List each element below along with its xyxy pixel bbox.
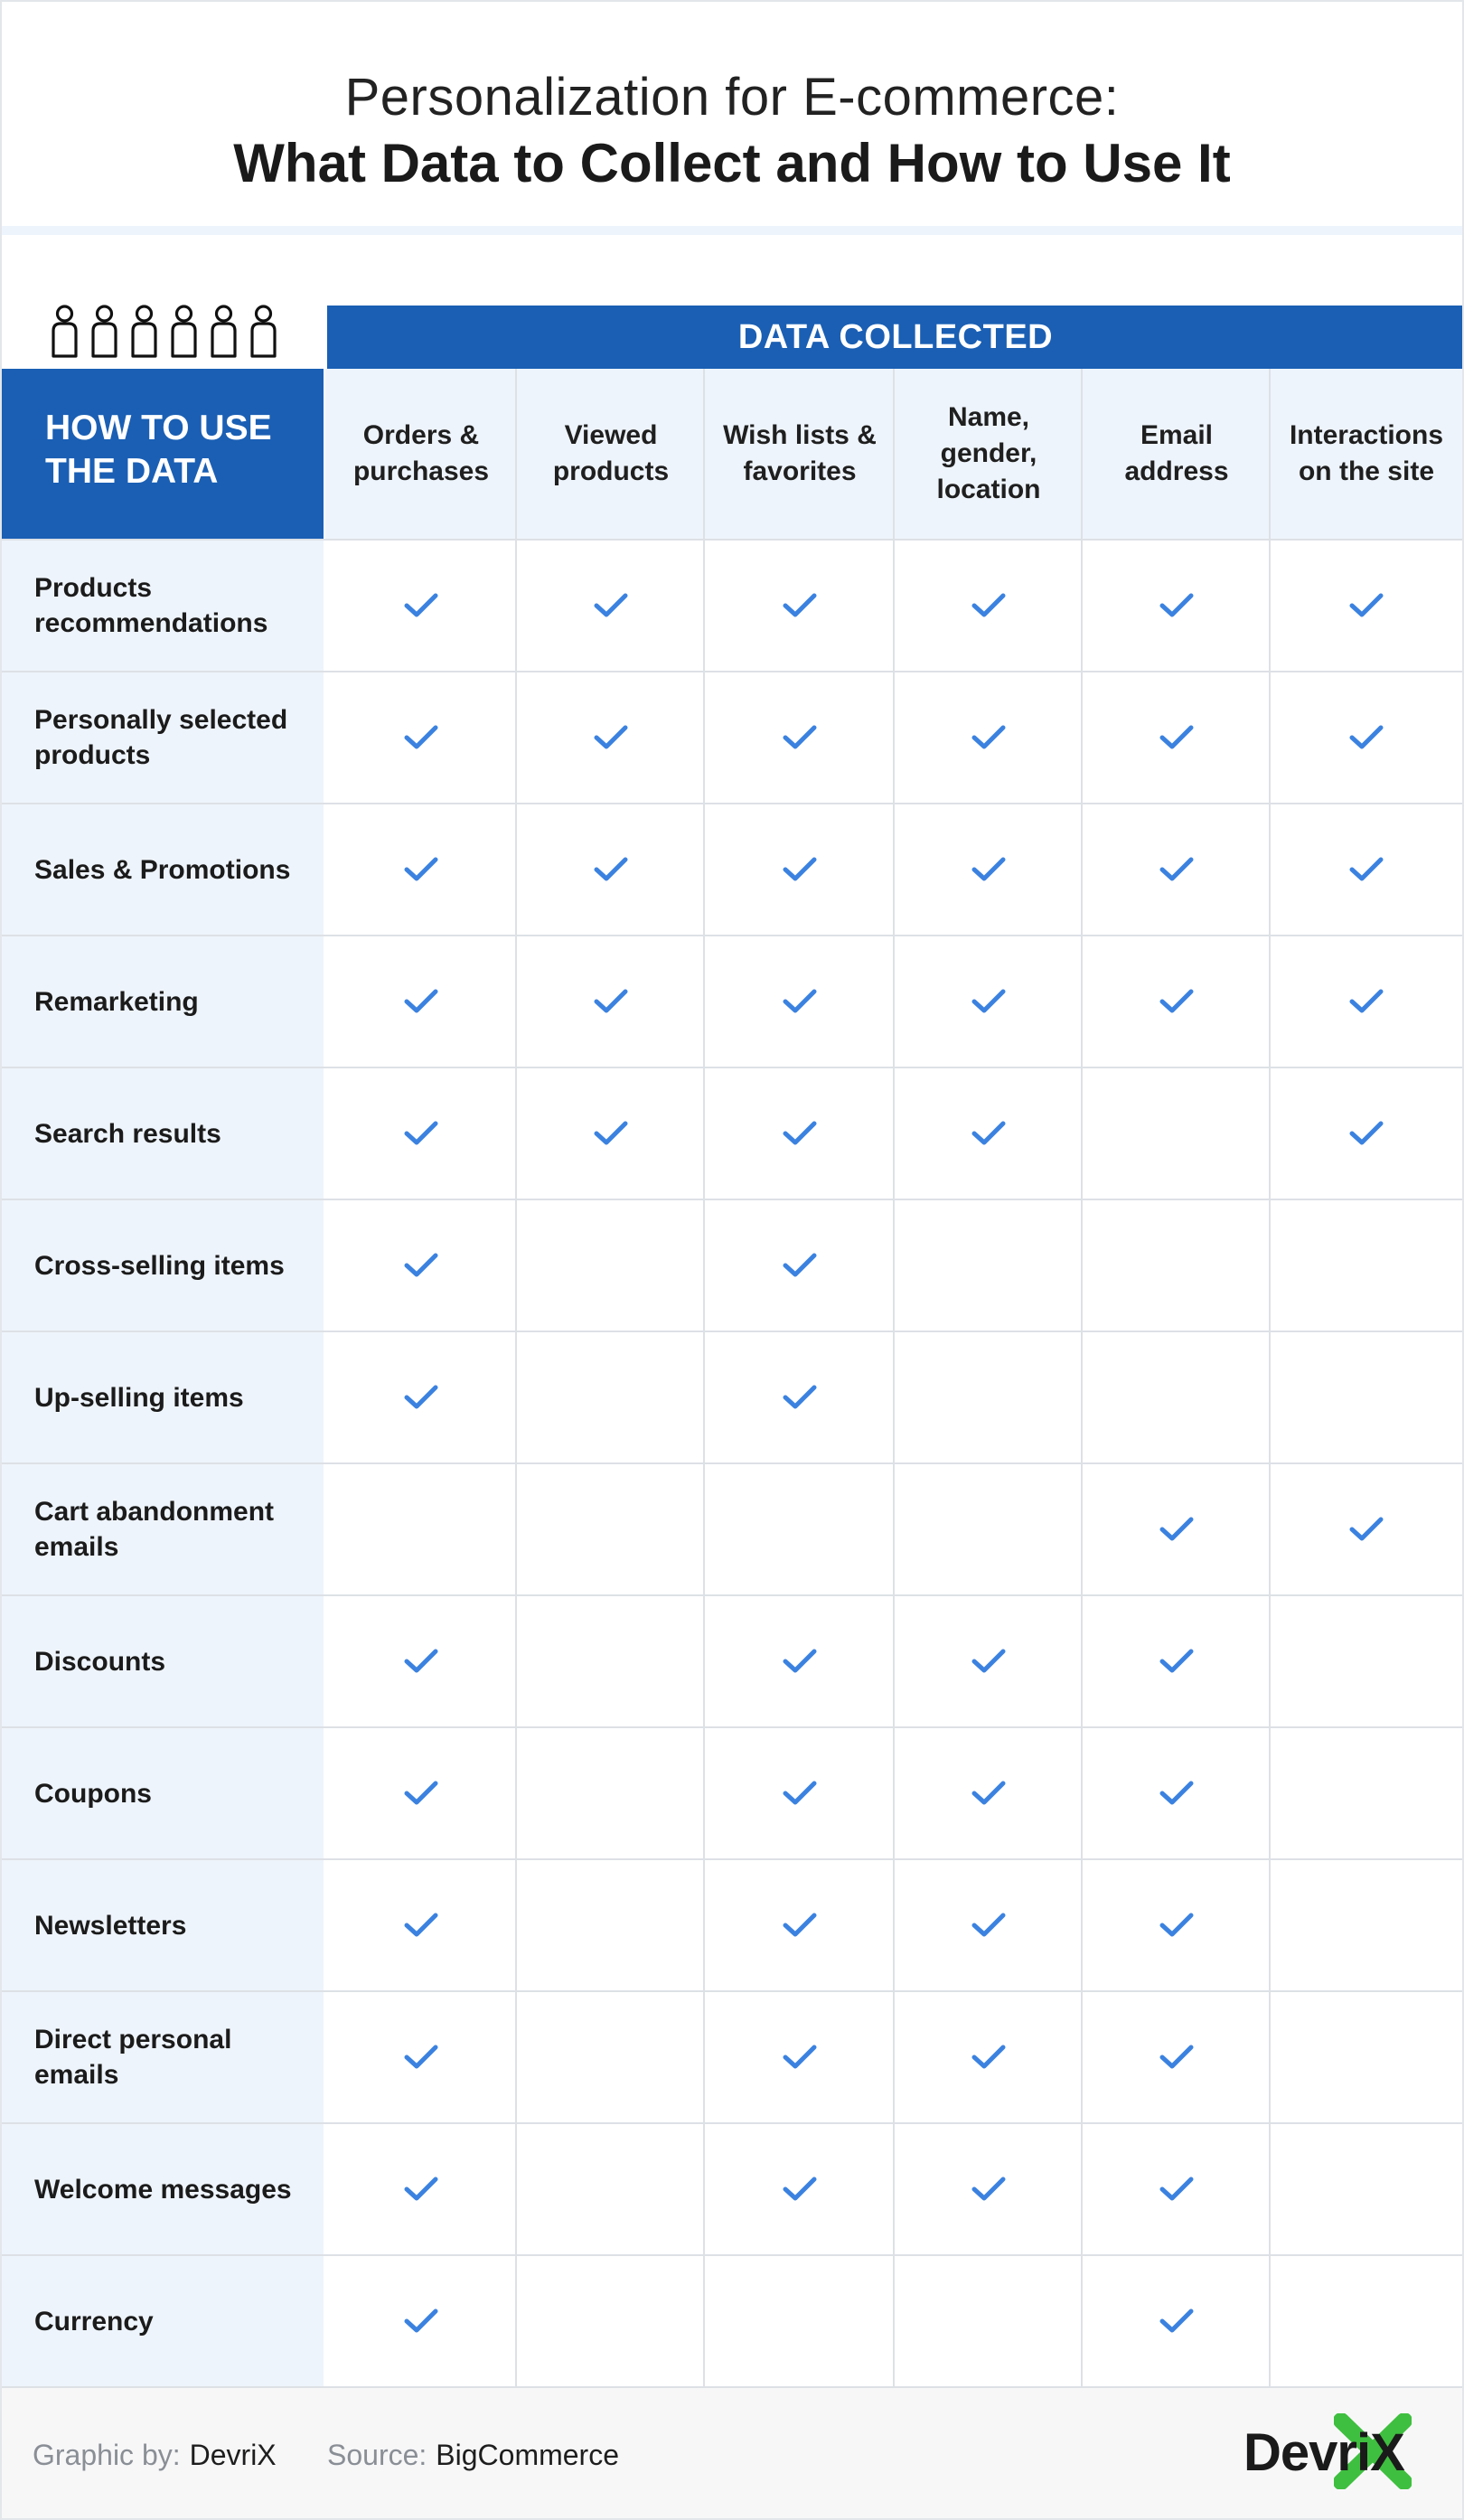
table-cell (1271, 1860, 1462, 1990)
checkmark-icon (403, 2176, 439, 2203)
table-cell (1083, 1464, 1271, 1594)
table-cell (1083, 1596, 1271, 1726)
checkmark-icon (593, 988, 629, 1015)
table-cell (1271, 541, 1462, 671)
checkmark-icon (1159, 856, 1195, 883)
table-cell (1083, 1860, 1271, 1990)
table-cell (325, 541, 517, 671)
checkmark-icon (782, 724, 818, 751)
table-cell (1083, 936, 1271, 1067)
table-cell (517, 1860, 705, 1990)
table-cell (705, 2256, 895, 2386)
checkmark-icon (1159, 1780, 1195, 1807)
table-row (2, 803, 1464, 935)
person-icon (49, 304, 80, 360)
person-icon (208, 304, 239, 360)
table-cell (1271, 2256, 1462, 2386)
checkmark-icon (782, 1648, 818, 1675)
footer (2, 2386, 1462, 2520)
data-collected-header: DATA COLLECTED (327, 306, 1464, 369)
table-cell (1271, 1332, 1462, 1462)
table-cell (1271, 1596, 1462, 1726)
table-cell (325, 1332, 517, 1462)
table-cell (705, 541, 895, 671)
table-cell (1271, 1464, 1462, 1594)
checkmark-icon (971, 592, 1007, 619)
checkmark-icon (1159, 988, 1195, 1015)
checkmark-icon (971, 724, 1007, 751)
checkmark-icon (403, 988, 439, 1015)
row-label: Discounts (2, 1596, 324, 1726)
checkmark-icon (782, 1120, 818, 1147)
row-label: Remarketing (2, 936, 324, 1067)
table-cell (895, 1464, 1083, 1594)
checkmark-icon (403, 1252, 439, 1279)
table-cell (705, 1728, 895, 1858)
table-cell (325, 1068, 517, 1199)
column-header: Wish lists & favorites (705, 369, 895, 539)
row-label: Direct personal emails (2, 1992, 324, 2122)
table-cell (895, 2124, 1083, 2254)
table-row (2, 1067, 1464, 1199)
checkmark-icon (403, 1384, 439, 1411)
table-cell (1083, 804, 1271, 935)
checkmark-icon (403, 1648, 439, 1675)
checkmark-icon (593, 856, 629, 883)
table-cell (895, 804, 1083, 935)
table-cell (517, 1464, 705, 1594)
table-cell (325, 1860, 517, 1990)
checkmark-icon (782, 592, 818, 619)
table-cell (517, 541, 705, 671)
checkmark-icon (1348, 1120, 1384, 1147)
table-cell (1271, 804, 1462, 935)
table-cell (705, 1200, 895, 1331)
graphic-by-value: DevriX (189, 2438, 277, 2471)
table-cell (325, 672, 517, 803)
table-row (2, 539, 1464, 671)
row-label: Search results (2, 1068, 324, 1199)
table-row (2, 1990, 1464, 2122)
table-cell (895, 1992, 1083, 2122)
table-cell (517, 1068, 705, 1199)
table-cell (1083, 2124, 1271, 2254)
table-cell (895, 1332, 1083, 1462)
table-cell (705, 1068, 895, 1199)
column-header: Orders & purchases (325, 369, 517, 539)
how-to-use-header: HOW TO USE THE DATA (2, 369, 324, 539)
table-cell (325, 1464, 517, 1594)
table-row (2, 2122, 1464, 2254)
graphic-by-label: Graphic by: (33, 2438, 181, 2471)
checkmark-icon (1159, 1648, 1195, 1675)
graphic-credit (33, 2388, 277, 2520)
table-row (2, 1858, 1464, 1990)
column-header: Interactions on the site (1271, 369, 1462, 539)
checkmark-icon (593, 592, 629, 619)
table-cell (1083, 1992, 1271, 2122)
table-cell (705, 936, 895, 1067)
table-row (2, 1594, 1464, 1726)
checkmark-icon (1159, 2176, 1195, 2203)
checkmark-icon (782, 856, 818, 883)
person-icon (168, 304, 200, 360)
checkmark-icon (971, 2176, 1007, 2203)
row-label: Up-selling items (2, 1332, 324, 1462)
column-header: Viewed products (517, 369, 705, 539)
checkmark-icon (782, 1252, 818, 1279)
table-cell (1271, 1992, 1462, 2122)
checkmark-icon (403, 1780, 439, 1807)
table-cell (1083, 541, 1271, 671)
table-row (2, 671, 1464, 803)
table-cell (517, 1596, 705, 1726)
checkmark-icon (782, 1780, 818, 1807)
table-cell (705, 2124, 895, 2254)
person-icon (89, 304, 120, 360)
table-cell (895, 1860, 1083, 1990)
table-cell (1271, 1728, 1462, 1858)
table-cell (325, 1596, 517, 1726)
person-icon (248, 304, 279, 360)
table-cell (517, 2256, 705, 2386)
row-label: Cart abandonment emails (2, 1464, 324, 1594)
table-cell (1083, 1068, 1271, 1199)
checkmark-icon (1159, 1912, 1195, 1939)
table-cell (895, 672, 1083, 803)
table-cell (705, 1596, 895, 1726)
person-icon (128, 304, 160, 360)
table-cell (705, 672, 895, 803)
row-label: Personally selected products (2, 672, 324, 803)
table-cell (1083, 1200, 1271, 1331)
checkmark-icon (1159, 1516, 1195, 1543)
table-cell (325, 936, 517, 1067)
table-cell (1083, 1332, 1271, 1462)
checkmark-icon (971, 1912, 1007, 1939)
table-cell (895, 1068, 1083, 1199)
table-cell (325, 1992, 517, 2122)
page-title: What Data to Collect and How to Use It (233, 133, 1231, 193)
checkmark-icon (782, 2044, 818, 2071)
source-credit (327, 2388, 619, 2520)
checkmark-icon (1348, 856, 1384, 883)
table-cell (705, 1332, 895, 1462)
table-cell (517, 2124, 705, 2254)
checkmark-icon (403, 1912, 439, 1939)
table-cell (1271, 936, 1462, 1067)
table-cell (517, 1200, 705, 1331)
table-cell (895, 936, 1083, 1067)
table-cell (517, 1332, 705, 1462)
table-cell (325, 1200, 517, 1331)
row-label: Sales & Promotions (2, 804, 324, 935)
checkmark-icon (971, 1780, 1007, 1807)
table-cell (1271, 1068, 1462, 1199)
header-divider (2, 226, 1462, 235)
table-cell (517, 672, 705, 803)
row-label: Currency (2, 2256, 324, 2386)
row-label: Products recommendations (2, 541, 324, 671)
checkmark-icon (403, 592, 439, 619)
table-row (2, 1726, 1464, 1858)
table-cell (325, 2256, 517, 2386)
table-cell (895, 1200, 1083, 1331)
table-cell (517, 1728, 705, 1858)
checkmark-icon (1159, 724, 1195, 751)
checkmark-icon (1348, 592, 1384, 619)
logo-text: DevriX (1243, 2423, 1404, 2482)
table-cell (895, 541, 1083, 671)
table-cell (325, 2124, 517, 2254)
checkmark-icon (403, 724, 439, 751)
checkmark-icon (1348, 1516, 1384, 1543)
table-cell (705, 1464, 895, 1594)
table-cell (1271, 2124, 1462, 2254)
checkmark-icon (1348, 988, 1384, 1015)
checkmark-icon (1159, 2308, 1195, 2335)
checkmark-icon (971, 856, 1007, 883)
table-row (2, 1199, 1464, 1331)
row-label: Welcome messages (2, 2124, 324, 2254)
checkmark-icon (1159, 2044, 1195, 2071)
checkmark-icon (1159, 592, 1195, 619)
column-header: Name, gender, location (895, 369, 1083, 539)
table-row (2, 2254, 1464, 2386)
title-block (2, 2, 1462, 233)
table-cell (895, 1728, 1083, 1858)
checkmark-icon (403, 856, 439, 883)
checkmark-icon (971, 2044, 1007, 2071)
checkmark-icon (782, 1384, 818, 1411)
table-cell (325, 1728, 517, 1858)
checkmark-icon (971, 988, 1007, 1015)
table-cell (325, 804, 517, 935)
table-cell (517, 804, 705, 935)
title-line1: Personalization for E-commerce: (344, 68, 1120, 127)
row-label: Newsletters (2, 1860, 324, 1990)
table-cell (1271, 672, 1462, 803)
checkmark-icon (403, 2308, 439, 2335)
table-row (2, 935, 1464, 1067)
checkmark-icon (403, 2044, 439, 2071)
table-row (2, 1331, 1464, 1462)
source-label: Source: (327, 2438, 427, 2471)
source-value: BigCommerce (436, 2438, 619, 2471)
table-cell (517, 1992, 705, 2122)
table-cell (895, 2256, 1083, 2386)
checkmark-icon (782, 1912, 818, 1939)
checkmark-icon (782, 2176, 818, 2203)
checkmark-icon (971, 1120, 1007, 1147)
checkmark-icon (593, 724, 629, 751)
table-cell (895, 1596, 1083, 1726)
checkmark-icon (782, 988, 818, 1015)
table-cell (705, 1992, 895, 2122)
people-icon-group (49, 304, 279, 360)
devrix-logo (1243, 2413, 1404, 2489)
table-cell (1083, 2256, 1271, 2386)
table-cell (705, 804, 895, 935)
table-cell (517, 936, 705, 1067)
row-label: Cross-selling items (2, 1200, 324, 1331)
checkmark-icon (593, 1120, 629, 1147)
checkmark-icon (403, 1120, 439, 1147)
table-cell (1083, 672, 1271, 803)
table-cell (705, 1860, 895, 1990)
checkmark-icon (971, 1648, 1007, 1675)
table-row (2, 1462, 1464, 1594)
column-header: Email address (1083, 369, 1271, 539)
row-label: Coupons (2, 1728, 324, 1858)
table-cell (1083, 1728, 1271, 1858)
checkmark-icon (1348, 724, 1384, 751)
table-cell (1271, 1200, 1462, 1331)
